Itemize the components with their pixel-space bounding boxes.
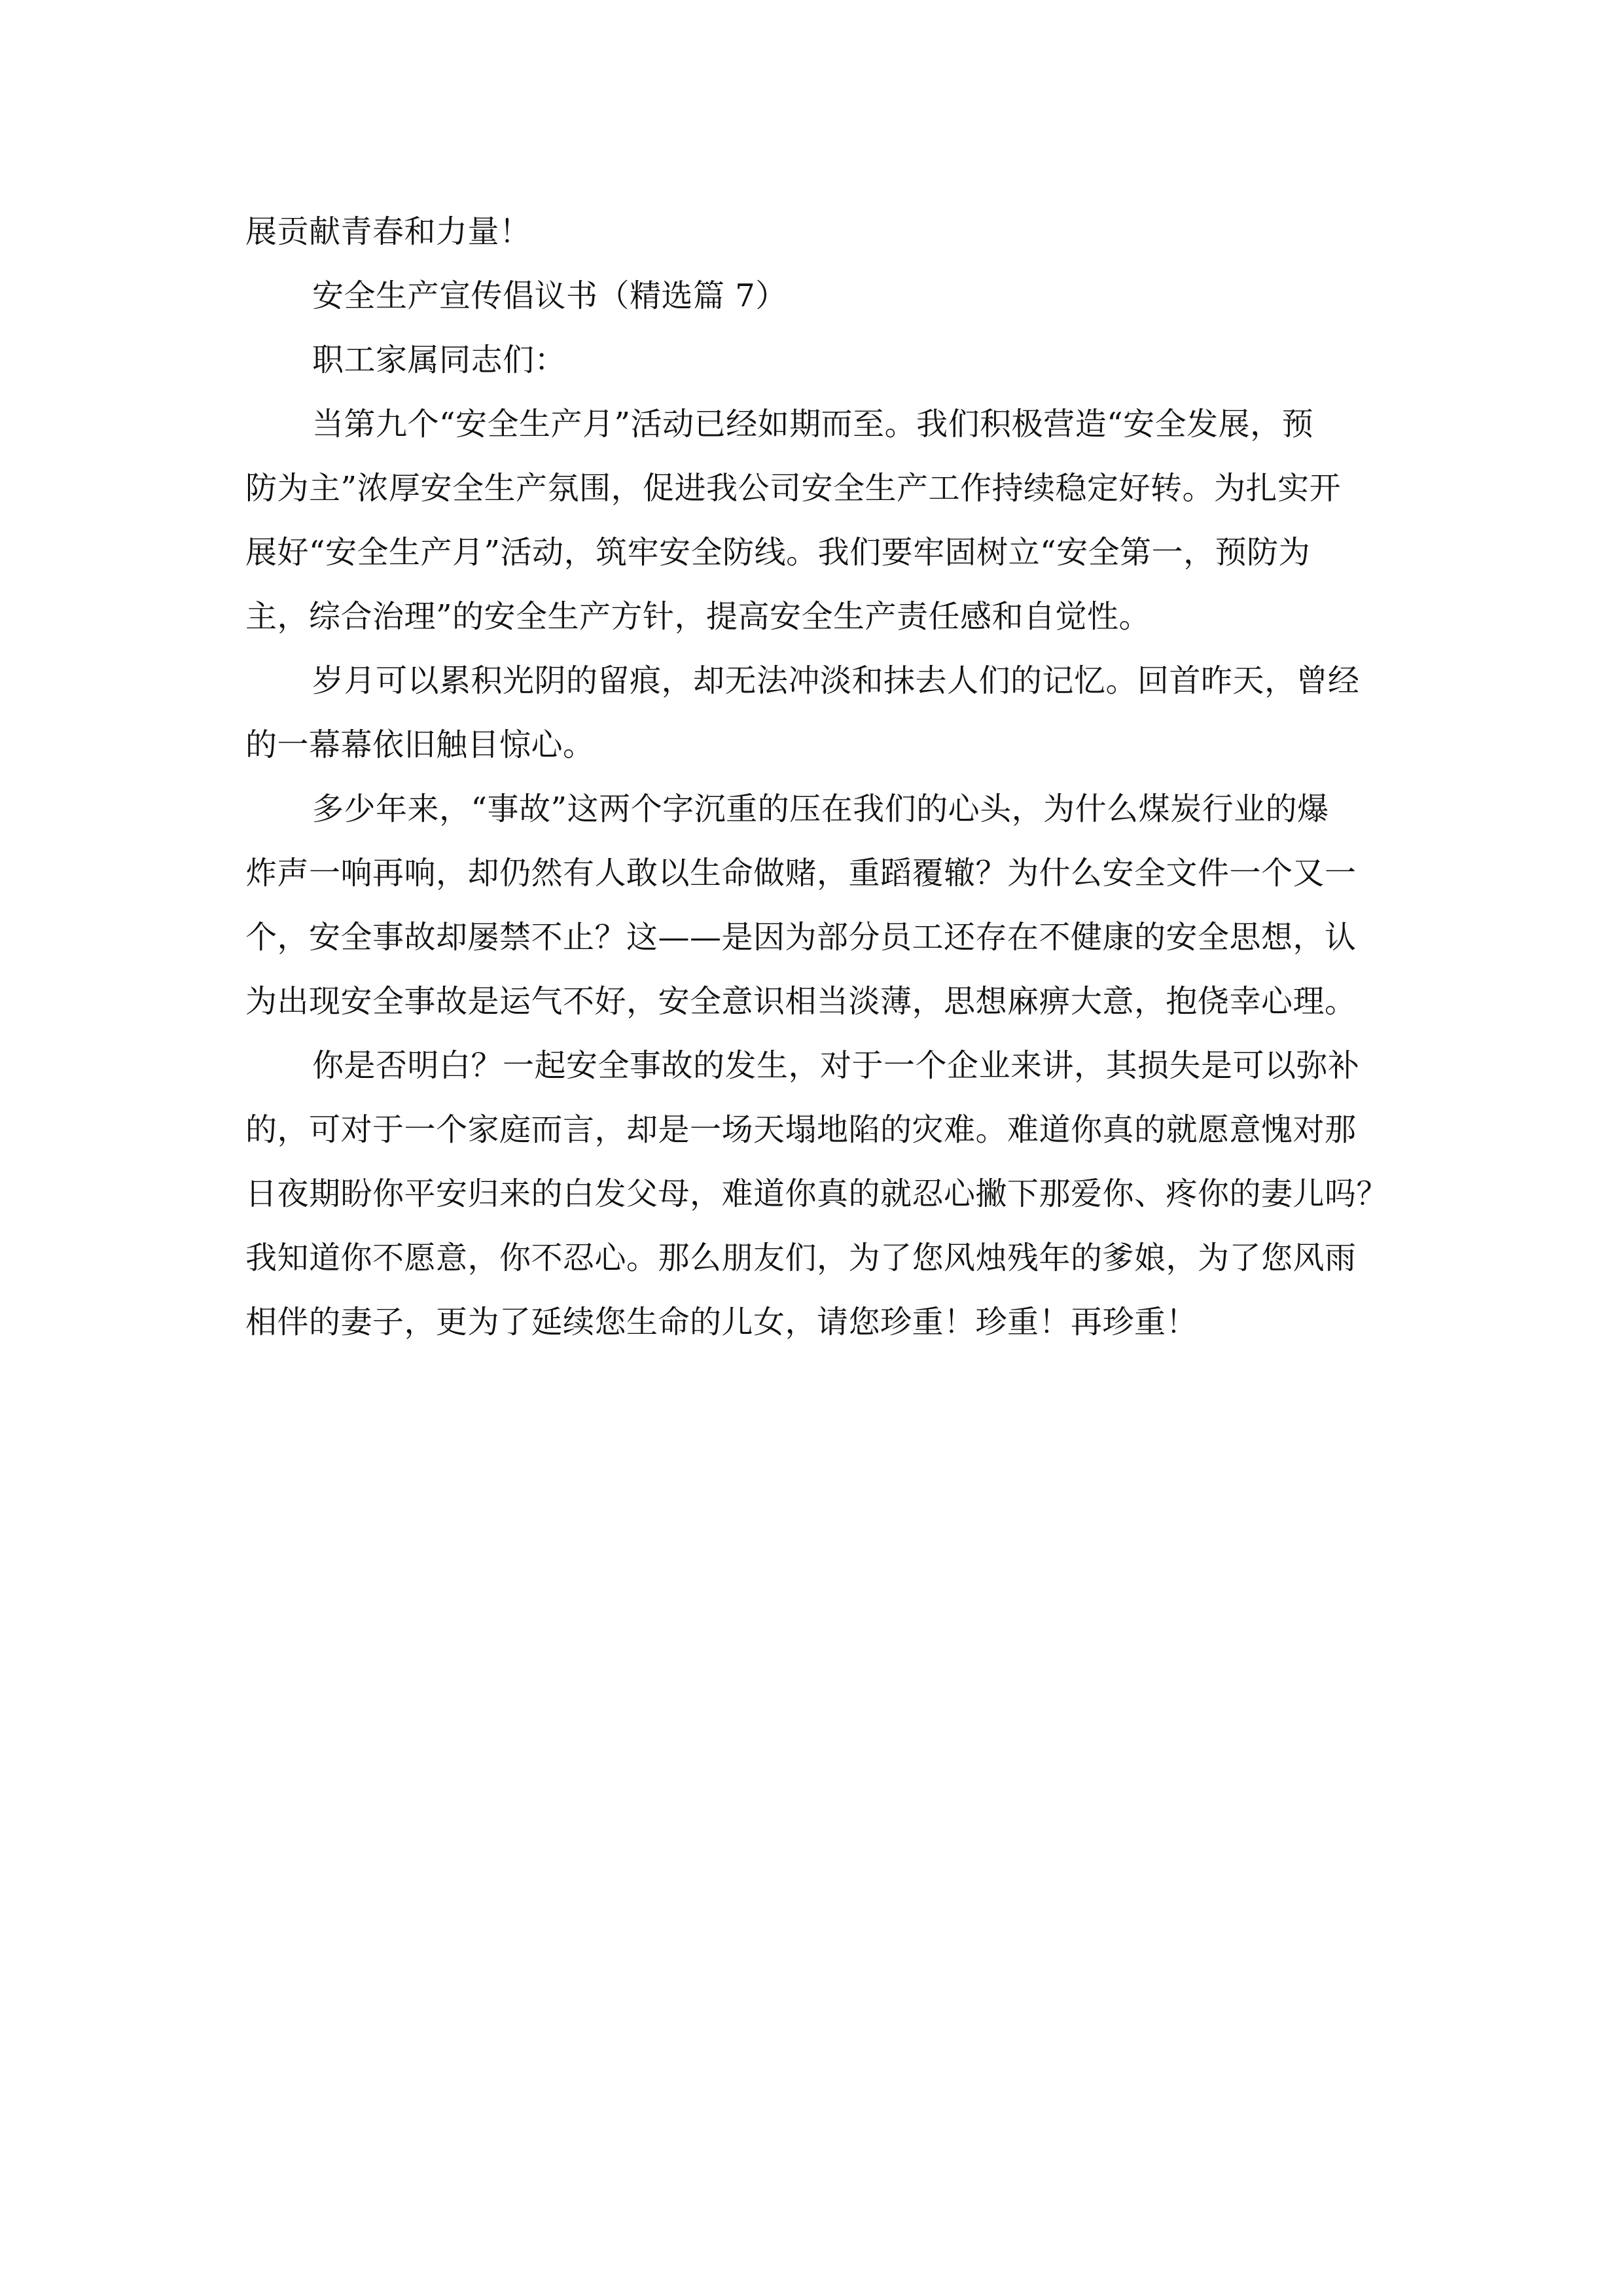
text-line: 岁月可以累积光阴的留痕，却无法冲淡和抹去人们的记忆。回首昨天，曾经	[312, 662, 1360, 699]
section-title: 安全生产宣传倡议书（精选篇 7）	[312, 278, 787, 314]
text-line: 为出现安全事故是运气不好，安全意识相当淡薄，思想麻痹大意，抱侥幸心理。	[245, 983, 1357, 1020]
body-text	[245, 200, 1404, 1354]
text-line: 个，安全事故却屡禁不止？这——是因为部分员工还存在不健康的安全思想，认	[245, 919, 1357, 956]
text-line: 防为主”浓厚安全生产氛围，促进我公司安全生产工作持续稳定好转。为扎实开	[245, 470, 1342, 507]
text-line: 展贡献青春和力量！	[245, 213, 531, 250]
text-line: 我知道你不愿意，你不忍心。那么朋友们，为了您风烛残年的爹娘，为了您风雨	[245, 1240, 1357, 1276]
text-line: 相伴的妻子，更为了延续您生命的儿女，请您珍重！珍重！再珍重！	[245, 1304, 1198, 1340]
text-line: 的一幕幕依旧触目惊心。	[245, 726, 595, 763]
text-line: 主，综合治理”的安全生产方针，提高安全生产责任感和自觉性。	[245, 598, 1151, 635]
text-line: 炸声一响再响，却仍然有人敢以生命做赌，重蹈覆辙？为什么安全文件一个又一	[245, 855, 1357, 891]
text-line: 日夜期盼你平安归来的白发父母，难道你真的就忍心撇下那爱你、疼你的妻儿吗？	[245, 1175, 1389, 1212]
salutation: 职工家属同志们：	[312, 342, 567, 378]
text-line: 展好“安全生产月”活动，筑牢安全防线。我们要牢固树立“安全第一，预防为	[245, 534, 1311, 571]
text-line: 当第九个“安全生产月”活动已经如期而至。我们积极营造“安全发展，预	[312, 406, 1314, 442]
text-line: 你是否明白？一起安全事故的发生，对于一个企业来讲，其损失是可以弥补	[312, 1047, 1360, 1084]
text-line: 的，可对于一个家庭而言，却是一场天塌地陷的灾难。难道你真的就愿意愧对那	[245, 1111, 1357, 1148]
text-line: 多少年来，“事故”这两个字沉重的压在我们的心头，为什么煤炭行业的爆	[312, 791, 1329, 827]
